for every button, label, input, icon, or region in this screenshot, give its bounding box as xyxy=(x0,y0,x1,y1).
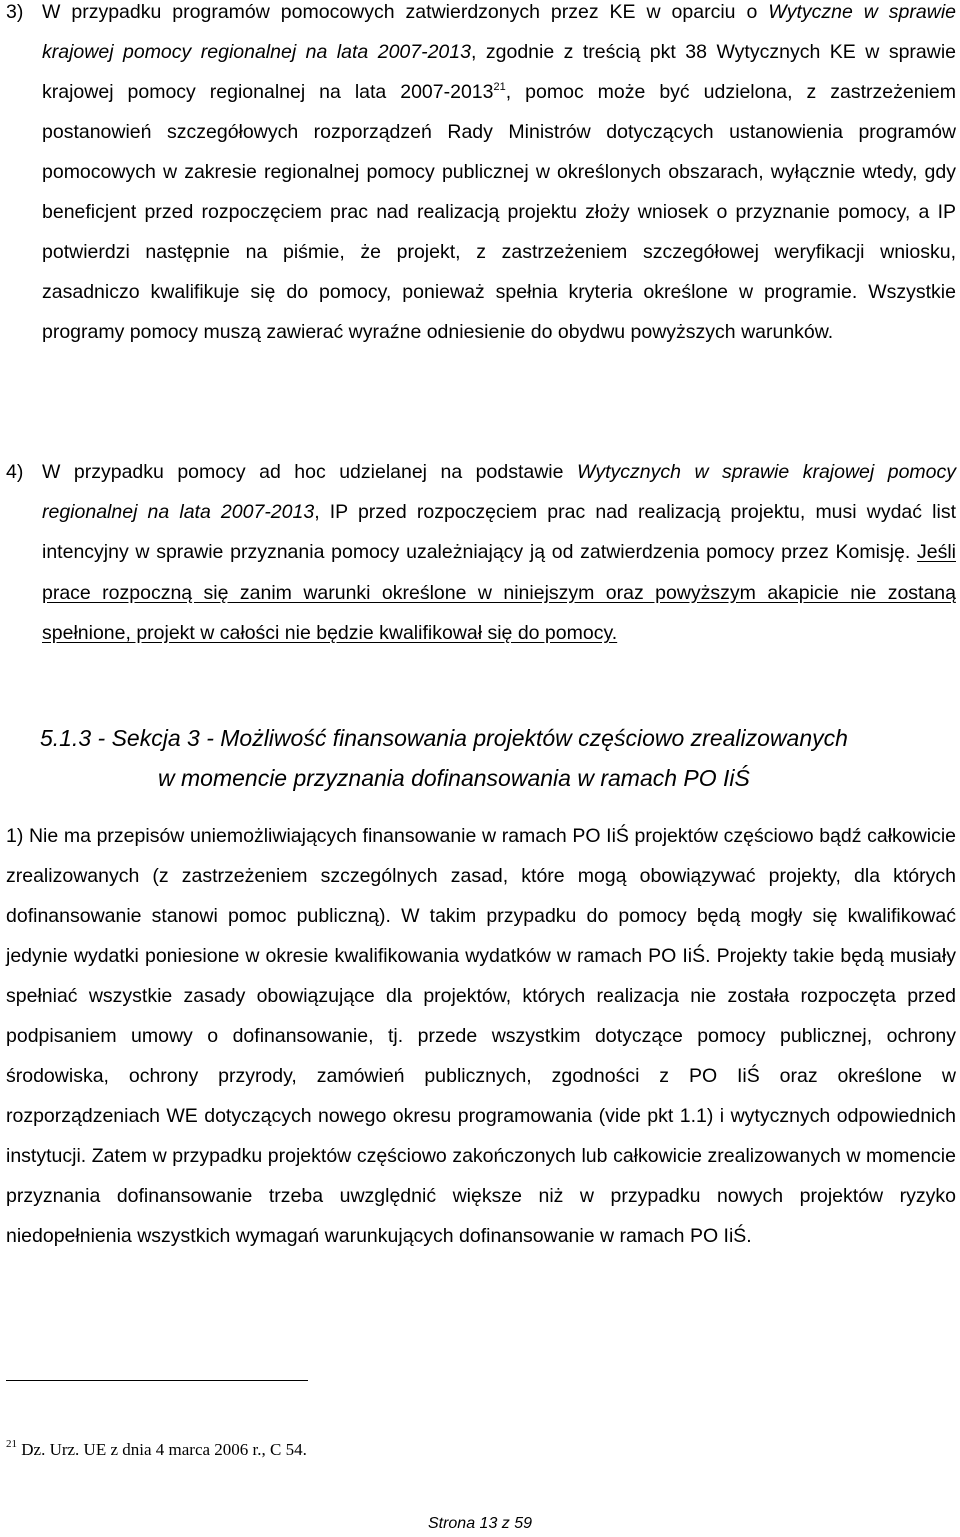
list-item-3 xyxy=(6,0,956,352)
section-heading-line-1: 5.1.3 - Sekcja 3 - Możliwość finansowania projektów częściowo zrealizowanych xyxy=(40,725,848,751)
section-heading xyxy=(0,718,960,798)
footnote-number: 21 xyxy=(6,1438,17,1450)
list-item-number: 4) xyxy=(6,461,24,483)
list-item-text xyxy=(42,452,956,653)
footnote-reference: 21 xyxy=(493,81,506,93)
italic-citation: Wytyczne w sprawie krajowej pomocy regionalnej na lata 2007-2013 xyxy=(42,1,957,63)
underlined-text: Jeśli prace rozpoczną się zanim warunki określone w niniejszym oraz powyższym akapicie nie zostaną spełnione, projekt w całości nie będzie kwalifikował się do pomocy. xyxy=(42,541,956,644)
list-item-4 xyxy=(6,452,956,653)
footnote-separator xyxy=(6,1380,308,1381)
italic-citation: Wytycznych w sprawie krajowej pomocy regionalnej na lata 2007-2013 xyxy=(42,461,956,524)
list-item-text xyxy=(42,0,956,352)
body-paragraph: 1) Nie ma przepisów uniemożliwiających finansowanie w ramach PO IiŚ projektów częściowo bądź całkowicie zrealizowanych (z zastrzeżeniem szczególnych zasad, które mogą obowiązywać projekty, dla których dofinansowanie stanowi pomoc publiczną). W takim przypadku do pomocy będą mogły się kwalifikować jedynie wydatki poniesione w okresie kwalifikowania wydatków w ramach PO IiŚ. Projekty takie będą musiały spełniać wszystkie zasady obowiązujące dla projektów, których realizacja nie została rozpoczęta przed podpisaniem umowy o dofinansowanie, tj. przede wszystkim dotyczące pomocy publicznej, ochrony środowiska, ochrony przyrody, zamówień publicznych, zgodności z PO IiŚ oraz określone w rozporządzeniach WE dotyczących nowego okresu programowania (vide pkt 1.1) i wytycznych odpowiednich instytucji. Zatem w przypadku projektów częściowo zakończonych lub całkowicie zrealizowanych w momencie przyznania dofinansowanie trzeba uwzględnić większe niż w przypadku nowych projektów ryzyko niedopełnienia wszystkich wymagań warunkujących dofinansowanie w ramach PO IiŚ. xyxy=(6,825,956,1247)
list-item-number: 3) xyxy=(6,1,24,23)
section-heading-line-2: w momencie przyznania dofinansowania w ramach PO IiŚ xyxy=(158,765,750,791)
text-segment: W przypadku pomocy ad hoc udzielanej na podstawie xyxy=(42,461,577,483)
page-number: Strona 13 z 59 xyxy=(427,1515,533,1532)
text-segment: , zgodnie z treścią pkt 38 Wytycznych KE w sprawie krajowej pomocy regionalnej na lata 2007-2013 xyxy=(42,41,957,103)
footnote xyxy=(6,1438,307,1462)
text-segment: , IP przed rozpoczęciem prac nad realizacją projektu, musi wydać list intencyjny w sprawie przyznania pomocy uzależniający ją od zatwierdzenia pomocy przez Komisję. xyxy=(42,501,956,564)
footnote-text: Dz. Urz. UE z dnia 4 marca 2006 r., C 54. xyxy=(17,1440,307,1459)
text-segment: W przypadku programów pomocowych zatwierdzonych przez KE w oparciu o xyxy=(42,1,769,23)
text-segment: , pomoc może być udzielona, z zastrzeżeniem postanowień szczegółowych rozporządzeń Rady Ministrów dotyczących ustanowienia programów pomocowych w zakresie regionalnej pomocy publicznej w określonych obszarach, wyłącznie wtedy, gdy beneficjent przed rozpoczęciem prac nad realizacją projektu złoży wniosek o przyznanie pomocy, a IP potwierdzi następnie na piśmie, że projekt, z zastrzeżeniem szczegółowej weryfikacji wniosku, zasadniczo kwalifikuje się do pomocy, ponieważ spełnia kryteria określone w programie. Wszystkie programy pomocy muszą zawierać wyraźne odniesienie do obydwu powyższych warunków. xyxy=(42,81,956,343)
